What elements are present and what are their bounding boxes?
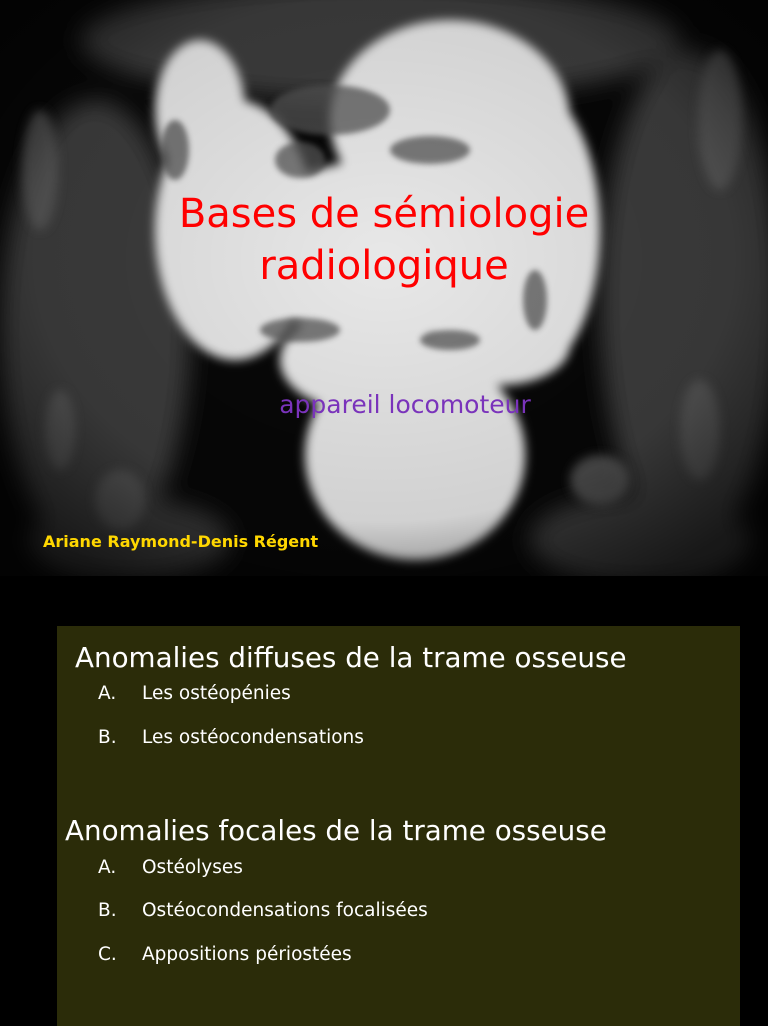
list-item-text: Ostéocondensations focalisées bbox=[142, 900, 428, 921]
slide-title-line2: radiologique bbox=[259, 243, 509, 289]
outline-panel bbox=[57, 626, 740, 1026]
list-item-letter: C. bbox=[98, 944, 117, 965]
list-item-text: Les ostéopénies bbox=[142, 683, 291, 704]
list-item bbox=[98, 857, 243, 878]
outline-slide bbox=[0, 576, 768, 1024]
list-item-text: Ostéolyses bbox=[142, 857, 243, 878]
list-item bbox=[98, 683, 291, 704]
list-item bbox=[98, 900, 428, 921]
list-item-text: Les ostéocondensations bbox=[142, 727, 364, 748]
list-item-letter: A. bbox=[98, 857, 117, 878]
list-item-text: Appositions périostées bbox=[142, 944, 352, 965]
list-item-letter: A. bbox=[98, 683, 117, 704]
list-item-letter: B. bbox=[98, 727, 117, 748]
section-title-diffuse: Anomalies diffuses de la trame osseuse bbox=[75, 641, 627, 674]
slide-subtitle: appareil locomoteur bbox=[279, 390, 531, 419]
authors-line: Ariane Raymond-Denis Régent bbox=[43, 532, 319, 551]
slide-title bbox=[0, 188, 768, 292]
list-item-letter: B. bbox=[98, 900, 117, 921]
section-title-focal: Anomalies focales de la trame osseuse bbox=[65, 814, 607, 847]
slide-title-line1: Bases de sémiologie bbox=[178, 191, 590, 237]
list-item bbox=[98, 727, 364, 748]
list-item bbox=[98, 944, 352, 965]
